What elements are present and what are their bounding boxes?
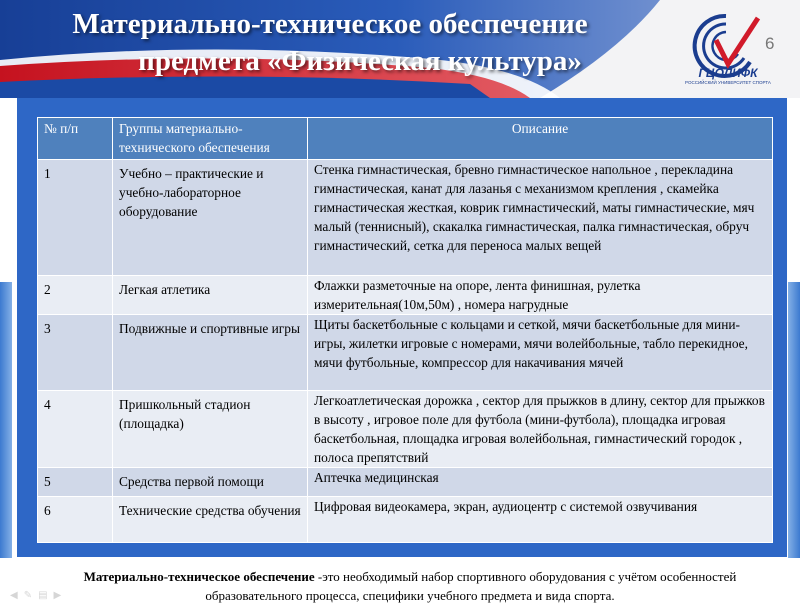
- table-row: [38, 468, 773, 497]
- left-decor-stripe: [0, 282, 12, 558]
- row-group: Пришкольный стадион (площадка): [113, 391, 308, 468]
- menu-icon[interactable]: ▤: [38, 590, 54, 601]
- table-header-row: [38, 118, 773, 160]
- row-description: Цифровая видеокамера, экран, аудиоцентр с системой озвучивания: [308, 497, 773, 543]
- page-title-line-2: предмета «Физическая культура»: [138, 45, 582, 77]
- logo-subtitle: РОССИЙСКИЙ УНИВЕРСИТЕТ СПОРТА: [685, 80, 771, 85]
- row-group: Учебно – практические и учебно-лабораторное оборудование: [113, 160, 308, 276]
- row-number: 3: [38, 315, 113, 391]
- definition-term: Материально-техническое обеспечение: [83, 569, 315, 584]
- row-number: 4: [38, 391, 113, 468]
- equipment-table: [37, 117, 773, 543]
- table-row: [38, 497, 773, 543]
- header-group: Группы материально-технического обеспечения: [113, 118, 308, 160]
- row-description: Аптечка медицинская: [308, 468, 773, 497]
- row-group: Легкая атлетика: [113, 276, 308, 315]
- definition-footnote: [40, 567, 780, 605]
- slide-number: 6: [765, 34, 775, 53]
- row-number: 2: [38, 276, 113, 315]
- row-description: Флажки разметочные на опоре, лента финишная, рулетка измерительная(10м,50м) , номера нагрудные: [308, 276, 773, 315]
- row-group: Подвижные и спортивные игры: [113, 315, 308, 391]
- table-row: [38, 276, 773, 315]
- header-number: № п/п: [38, 118, 113, 160]
- header-banner: [0, 0, 800, 98]
- row-number: 5: [38, 468, 113, 497]
- row-number: 6: [38, 497, 113, 543]
- slide-nav-controls[interactable]: [10, 590, 67, 601]
- page-title: [0, 6, 660, 80]
- page-title-line-1: Материально-техническое обеспечение: [72, 8, 588, 40]
- row-description: Легкоатлетическая дорожка , сектор для прыжков в длину, сектор для прыжков в высоту , игровое поле для футбола (мини-футбола), площадка игровая баскетбольная, площадка игровая волейбольная, гимнастический городок , полоса препятствий: [308, 391, 773, 468]
- pen-icon[interactable]: ✎: [23, 590, 39, 601]
- table-row: [38, 391, 773, 468]
- definition-text: -это необходимый набор спортивного оборудования с учётом особенностей образовательного процесса, специфики учебного предмета и вида спорта.: [205, 569, 737, 603]
- row-number: 1: [38, 160, 113, 276]
- prev-arrow-icon[interactable]: ◀: [10, 590, 24, 601]
- row-description: Щиты баскетбольные с кольцами и сеткой, мячи баскетбольные для мини-игры, жилетки игровые с номерами, мячи волейбольные, табло перекидное, мячи футбольные, компрессор для накачивания мячей: [308, 315, 773, 391]
- right-decor-stripe: [788, 282, 800, 558]
- header-description: Описание: [308, 118, 773, 160]
- row-group: Технические средства обучения: [113, 497, 308, 543]
- table-row: [38, 160, 773, 276]
- table-row: [38, 315, 773, 391]
- row-description: Стенка гимнастическая, бревно гимнастическое напольное , перекладина гимнастическая, канат для лазанья с механизмом крепления , скамейка гимнастическая жесткая, коврик гимнастический, маты гимнастические, мяч малый (теннисный), скакалка гимнастическая, палка гимнастическая, обруч гимнастический, сетка для переноса малых вещей: [308, 160, 773, 276]
- next-arrow-icon[interactable]: ▶: [53, 590, 68, 601]
- logo-text: ГЦОЛИФК: [698, 66, 758, 80]
- row-group: Средства первой помощи: [113, 468, 308, 497]
